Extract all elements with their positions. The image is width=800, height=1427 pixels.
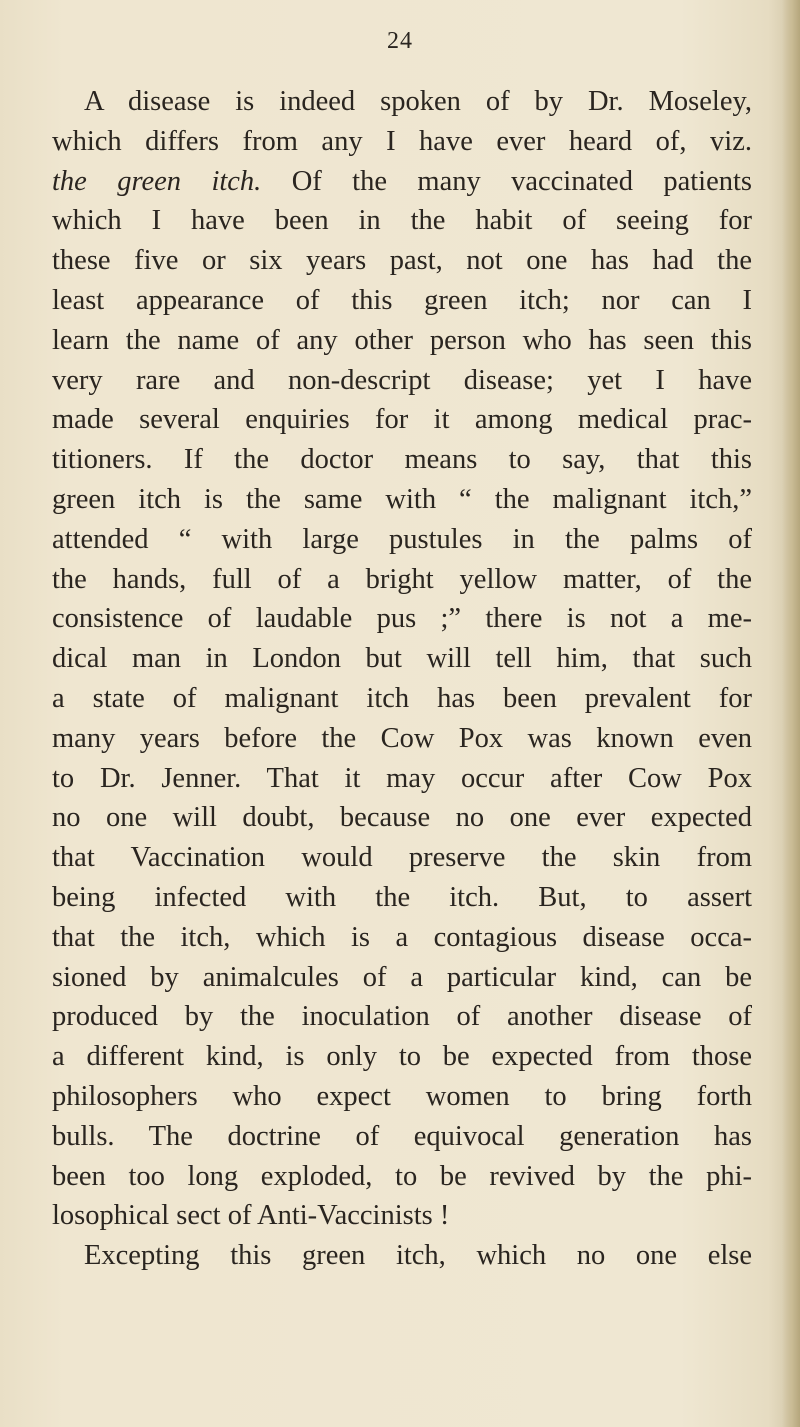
text-line: losophical sect of Anti-Vaccinists !: [52, 1200, 450, 1232]
text-line: dical man in London but will tell him, that such: [52, 643, 752, 675]
text-line: to Dr. Jenner. That it may occur after Cow Pox: [52, 762, 752, 794]
body-text: [52, 82, 752, 1276]
text-line: very rare and non-descript disease; yet I have: [52, 364, 752, 396]
page-number: 24: [387, 28, 413, 54]
text-line: the green itch. Of the many vaccinated patients: [52, 165, 752, 197]
text-line: A disease is indeed spoken of by Dr. Moseley,: [84, 86, 752, 117]
text-line: titioners. If the doctor means to say, that this: [52, 444, 752, 476]
text-line: a state of malignant itch has been prevalent for: [52, 682, 752, 714]
page-edge-shadow: [782, 0, 800, 1427]
text-line: being infected with the itch. But, to assert: [52, 881, 752, 913]
text-line: no one will doubt, because no one ever expected: [52, 802, 752, 834]
italic-phrase: the green itch.: [52, 165, 262, 197]
text-line: made several enquiries for it among medical prac-: [52, 404, 752, 436]
text-line: attended “ with large pustules in the palms of: [52, 523, 752, 555]
text-line: philosophers who expect women to bring forth: [52, 1080, 752, 1112]
text-line: Excepting this green itch, which no one else: [84, 1240, 752, 1272]
text-line: consistence of laudable pus ;” there is not a me-: [52, 603, 752, 635]
text-line: that the itch, which is a contagious disease occa-: [52, 921, 752, 953]
text-line: which differs from any I have ever heard of, viz.: [52, 125, 752, 157]
text-line: green itch is the same with “ the malignant itch,”: [52, 483, 752, 515]
text-line: that Vaccination would preserve the skin from: [52, 842, 752, 874]
text-line: many years before the Cow Pox was known even: [52, 722, 752, 754]
text-line: a different kind, is only to be expected from those: [52, 1041, 752, 1073]
text-line: the hands, full of a bright yellow matter, of the: [52, 563, 752, 595]
text-line: been too long exploded, to be revived by the phi-: [52, 1160, 752, 1192]
text-line: bulls. The doctrine of equivocal generation has: [52, 1120, 752, 1152]
text-line: which I have been in the habit of seeing for: [52, 205, 752, 237]
text-line: these five or six years past, not one has had the: [52, 245, 752, 277]
text-line: produced by the inoculation of another disease of: [52, 1001, 752, 1033]
text-line: least appearance of this green itch; nor can I: [52, 284, 752, 316]
text-line: sioned by animalcules of a particular kind, can be: [52, 961, 752, 993]
text-line: learn the name of any other person who has seen this: [52, 324, 752, 356]
